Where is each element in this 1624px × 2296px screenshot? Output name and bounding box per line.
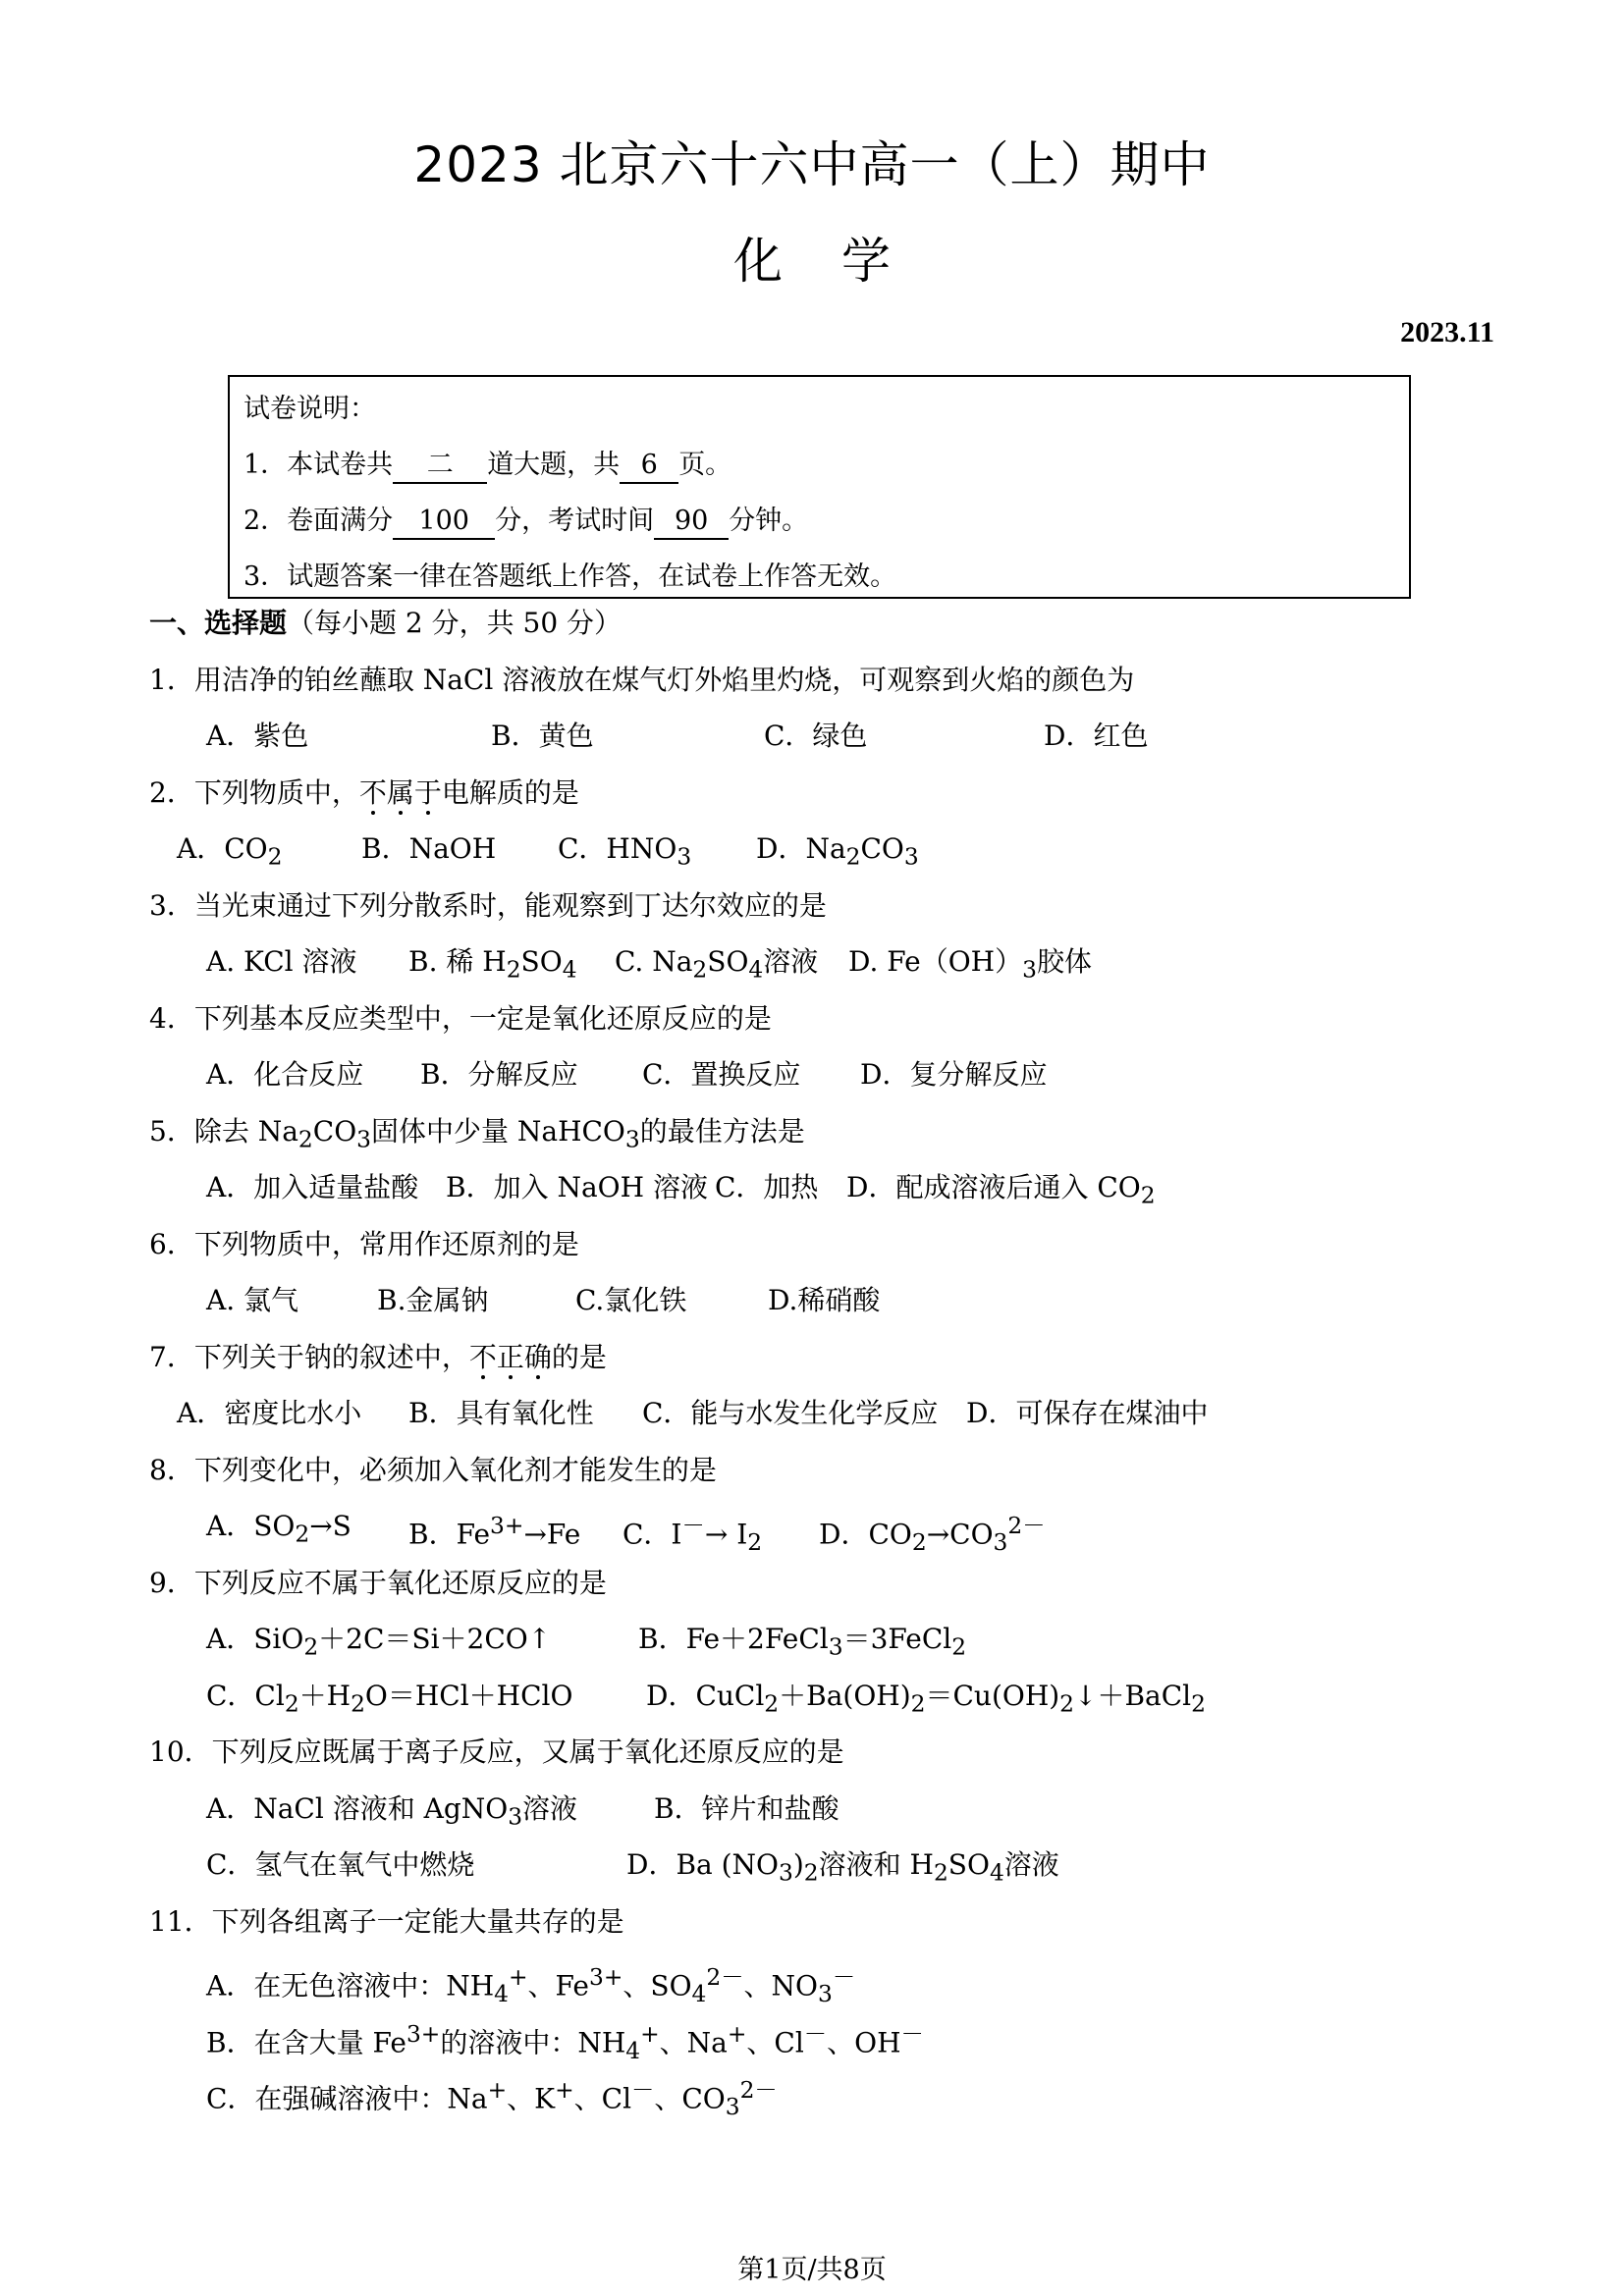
question-4-option-a: A．化合反应 [206,1058,364,1091]
question-5-options [149,1159,1504,1216]
question-3-options [149,934,1504,990]
question-3-option-a: A. KCl 溶液 [206,945,357,978]
question-2-option-c: C．$HNO_3$ [558,832,692,871]
question-1-option-a: A．紫色 [206,720,309,752]
emphasis-char: 于 [414,765,442,822]
question-7-options [149,1385,1504,1442]
question-3-option-b: B. 稀 $H_2SO_4$ [408,945,577,984]
emphasis-char: 确 [524,1329,552,1386]
question-6-option-d: D.稀硝酸 [768,1284,881,1316]
instruction-line-3: 3．试题答案一律在答题纸上作答，在试卷上作答无效。 [244,561,897,592]
instructions-heading: 试卷说明： [244,394,376,424]
question-11-option-a: A．在无色溶液中：$NH_4^+$、$Fe^{3+}$、$SO_4^{2-}$、$NO_3^-$ [206,1963,856,2007]
question-5-stem: 5．除去 $Na_2CO_3$固体中少量 NaHCO$_3$的最佳方法是 [149,1114,805,1153]
question-4-options [149,1046,1504,1103]
emphasis-char: 正 [497,1329,524,1386]
exam-time-blank: 90 [654,505,729,540]
question-8-stem: 8．下列变化中，必须加入氧化剂才能发生的是 [149,1453,717,1486]
question-7-option-d: D．可保存在煤油中 [966,1397,1209,1429]
question-4-option-b: B．分解反应 [420,1058,578,1091]
question-2-option-a: A．$CO_2$ [177,832,283,871]
question-1-option-b: B．黄色 [491,720,594,752]
question-9-options-cd [149,1668,1504,1725]
question-7-option-a: A．密度比水小 [177,1397,362,1429]
question-10-option-b: B．锌片和盐酸 [654,1791,839,1825]
full-score-blank: 100 [393,505,495,540]
page-number: 第1页/共8页 [737,2255,887,2285]
question-5-option-c: C．加热 [715,1171,819,1203]
question-7-option-c: C．能与水发生化学反应 [642,1397,939,1429]
question-9-stem: 9．下列反应不属于氧化还原反应的是 [149,1566,607,1599]
question-3-option-c: C. $Na_2SO_4$溶液 [615,945,819,984]
question-8-option-c: C．$I^-\to I_2$ [623,1512,763,1556]
exam-date: 2023.11 [1400,316,1494,348]
question-8-option-d: D．$CO_2\to CO_3^{2-}$ [819,1512,1046,1556]
question-2-stem: 2．下列物质中，不属于电解质的是 [149,765,1504,822]
question-2-options [149,821,1504,878]
question-9-option-b: B．Fe＋2FeCl$_3$＝3FeCl$_2$ [638,1623,967,1661]
question-11-stem: 11．下列各组离子一定能大量共存的是 [149,1904,624,1938]
question-10-option-a: A．NaCl 溶液和 AgNO$_3$溶液 [206,1791,578,1831]
question-10-option-c: C．氢气在氧气中燃烧 [206,1848,475,1881]
question-6-options [149,1272,1504,1329]
emphasis-char: 属 [387,765,414,822]
exam-instructions-box [228,375,1411,599]
question-9-option-c: C．$Cl_2+H_2O=HCl+HClO$ [206,1679,573,1718]
question-10-option-d: D．Ba $(NO_3)_2$溶液和 $H_2SO_4$溶液 [626,1848,1059,1887]
question-11-option-b: B．在含大量 $Fe^{3+}$的溶液中：$NH_4^+$、Na+、Cl－、OH－ [206,2019,924,2064]
question-6-stem: 6．下列物质中，常用作还原剂的是 [149,1227,579,1260]
emphasis-char: 不 [359,765,387,822]
question-1-stem: 1．用洁净的铂丝蘸取 NaCl 溶液放在煤气灯外焰里灼烧，可观察到火焰的颜色为 [149,663,1135,696]
question-count-blank: 二 [393,449,487,484]
question-8-options [149,1498,1504,1555]
question-1-option-c: C．绿色 [764,720,868,752]
question-5-option-d: D．配成溶液后通入 $CO_2$ [846,1171,1156,1209]
page-count-blank: 6 [620,449,678,484]
section-heading: 一、选择题（每小题 2 分，共 50 分） [149,607,623,639]
question-9-options-ab [149,1611,1504,1668]
question-10-options-cd [149,1837,1504,1894]
question-5-option-b: B．加入 NaOH 溶液 [446,1171,708,1203]
question-3-option-d: D. $Fe(OH)_3$胶体 [848,945,1092,984]
question-3-stem: 3．当光束通过下列分散系时，能观察到丁达尔效应的是 [149,888,827,922]
instruction-line-1: 1．本试卷共 二 道大题，共 6 页。 [244,437,1395,493]
question-7-stem: 7．下列关于钠的叙述中，不正确的是 [149,1329,1504,1386]
exam-title: 2023 北京六十六中高一（上）期中 [413,136,1211,193]
question-9-option-a: A．SiO$_2$＋2C＝Si＋2CO↑ [206,1623,552,1661]
question-11-option-c: C．在强碱溶液中：Na+、K+、Cl－、$CO_3^{2-}$ [206,2076,778,2120]
question-7-option-b: B．具有氧化性 [408,1397,594,1429]
exam-subject: 化学 [733,233,949,290]
question-4-option-d: D．复分解反应 [860,1058,1048,1091]
question-6-option-a: A. 氯气 [206,1284,299,1316]
question-8-option-a: A．$SO_2\to S$ [206,1510,352,1548]
question-2-option-d: D．$Na_2CO_3$ [756,832,919,871]
question-8-option-b: B．$Fe^{3+}\to Fe$ [408,1512,581,1551]
question-1-options [149,708,1504,765]
exam-content [149,595,1504,2119]
emphasis-char: 不 [469,1329,497,1386]
instruction-line-2: 2．卷面满分 100 分，考试时间 90 分钟。 [244,493,1395,549]
question-5-option-a: A．加入适量盐酸 [206,1171,419,1203]
question-10-options-ab [149,1781,1504,1838]
question-9-option-d: D．$CuCl_2+Ba(OH)_2=Cu(OH)_2↓+BaCl_2$ [646,1679,1206,1718]
question-4-stem: 4．下列基本反应类型中，一定是氧化还原反应的是 [149,1001,772,1035]
question-4-option-c: C．置换反应 [642,1058,801,1091]
question-6-option-c: C.氯化铁 [575,1284,687,1316]
question-6-option-b: B.金属钠 [377,1284,489,1316]
question-2-option-b: B．NaOH [361,832,497,865]
question-1-option-d: D．红色 [1044,720,1149,752]
question-10-stem: 10．下列反应既属于离子反应，又属于氧化还原反应的是 [149,1735,844,1768]
